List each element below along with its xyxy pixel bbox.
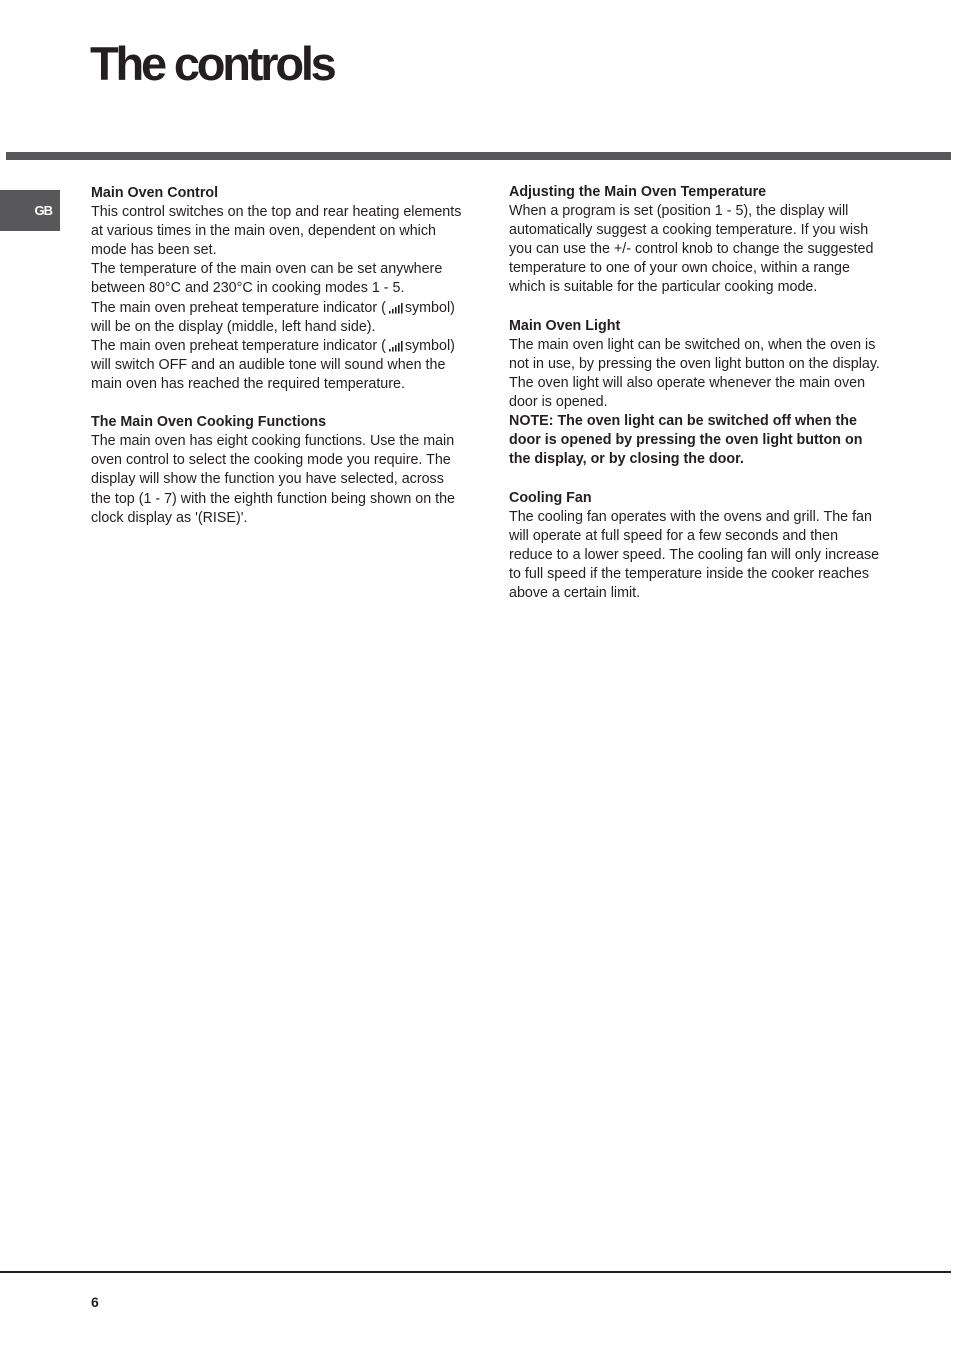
note-text: NOTE: The oven light can be switched off when the door is opened by pressing the oven light button on the display, or by closing the door.	[509, 413, 863, 468]
section-heading: The Main Oven Cooking Functions	[91, 414, 327, 431]
paragraph: The main oven light can be switched on, when the oven is not in use, by pressing the oven light button on the display. The oven light will also operate whenever the main oven door is opened.	[509, 336, 880, 411]
paragraph-text: The main oven preheat temperature indicator (	[91, 337, 386, 354]
section-main-oven-control	[91, 184, 463, 394]
section-adjusting-temperature	[509, 183, 881, 298]
paragraph: The cooling fan operates with the ovens and grill. The fan will operate at full speed for a few seconds and then reduce to a lower speed. The cooling fan will only increase to full speed if the temperature inside the cooker reaches above a certain limit.	[509, 508, 880, 601]
paragraph	[91, 337, 463, 394]
page-title: The controls	[90, 37, 334, 90]
section-cooling-fan	[509, 489, 881, 604]
left-column	[91, 184, 463, 547]
footer-divider	[0, 1271, 951, 1273]
paragraph: This control switches on the top and rear heating elements at various times in the main oven, dependent on which mode has been set.	[91, 204, 462, 259]
page-number: 6	[91, 1294, 99, 1310]
header-divider	[6, 152, 951, 160]
paragraph-text: symbol) will switch OFF and an audible tone will sound when the main oven has reached the required temperature.	[91, 337, 455, 392]
section-heading: Main Oven Light	[509, 317, 621, 334]
section-main-oven-light	[509, 317, 881, 470]
preheat-bars-icon	[387, 340, 405, 352]
paragraph: The temperature of the main oven can be set anywhere between 80°C and 230°C in cooking modes 1 - 5.	[91, 261, 443, 297]
paragraph-text: symbol) will be on the display (middle, left hand side).	[91, 299, 455, 335]
paragraph	[91, 299, 463, 337]
section-heading: Cooling Fan	[509, 489, 592, 506]
right-column	[509, 183, 881, 622]
language-tab: GB	[0, 190, 60, 231]
paragraph: When a program is set (position 1 - 5), the display will automatically suggest a cooking temperature. If you wish you can use the +/- control knob to change the suggested temperature to one of your own choice, within a range which is suitable for the particular cooking mode.	[509, 203, 874, 296]
section-cooking-functions	[91, 413, 463, 528]
paragraph-text: The main oven preheat temperature indicator (	[91, 299, 386, 316]
preheat-bars-icon	[387, 302, 405, 314]
paragraph: The main oven has eight cooking functions. Use the main oven control to select the cooking mode you require. The display will show the function you have selected, across the top (1 - 7) with the eighth function being shown on the clock display as '(RISE)'.	[91, 433, 456, 526]
section-heading: Adjusting the Main Oven Temperature	[509, 184, 767, 200]
section-heading: Main Oven Control	[91, 185, 219, 201]
